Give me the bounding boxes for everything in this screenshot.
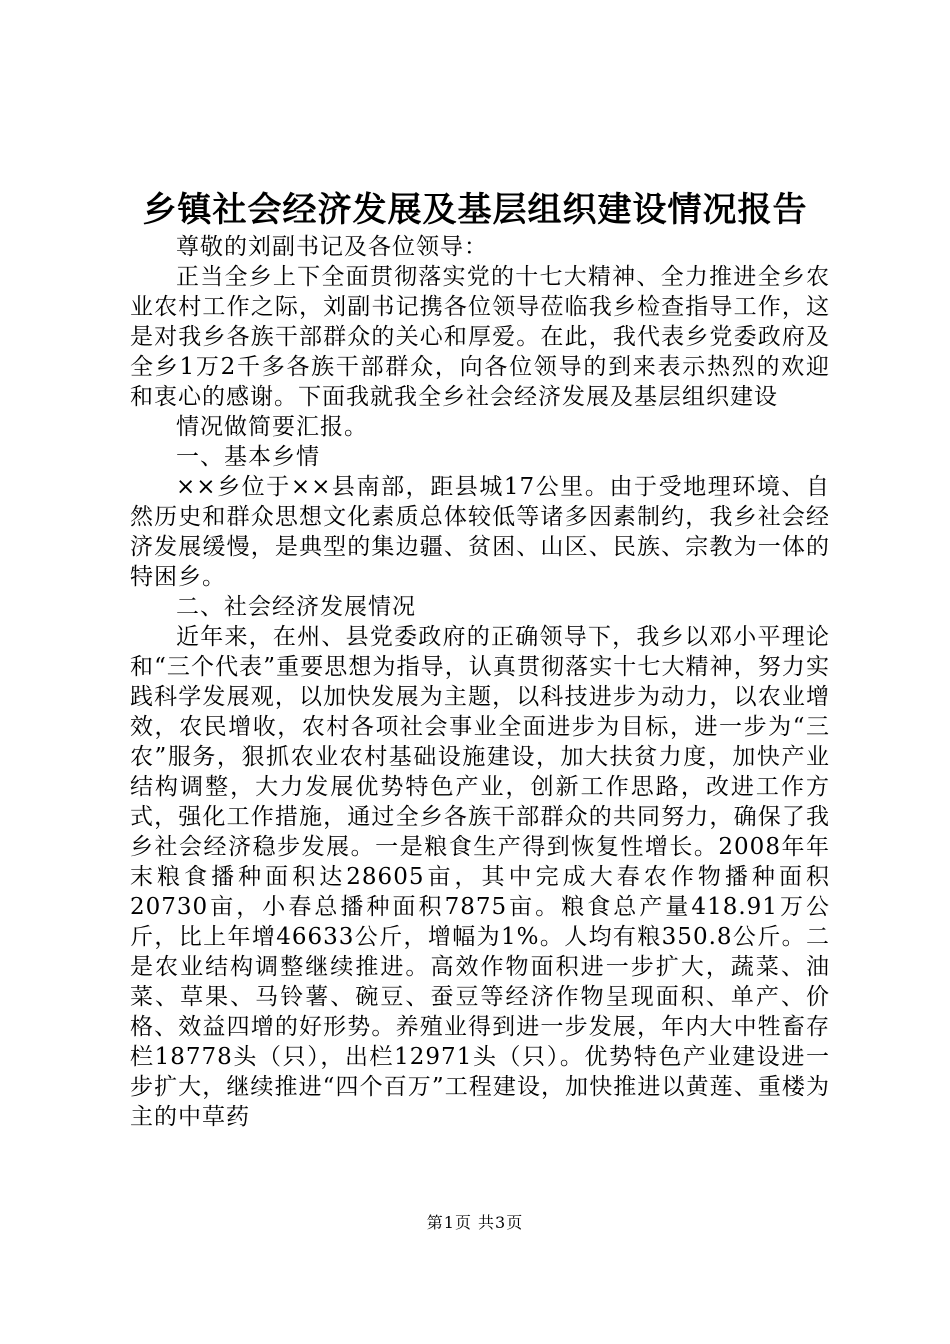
salutation-paragraph: 尊敬的刘副书记及各位领导： xyxy=(176,234,488,260)
document-title: 乡镇社会经济发展及基层组织建设情况报告 xyxy=(142,190,808,230)
section-heading-basic: 一、基本乡情 xyxy=(176,444,320,470)
section-heading-economy: 二、社会经济发展情况 xyxy=(176,594,416,620)
document-body xyxy=(130,232,830,1132)
intro-paragraph: 正当全乡上下全面贯彻落实党的十七大精神、全力推进全乡农业农村工作之际，刘副书记携各位领导莅临我乡检查指导工作，这是对我乡各族干部群众的关心和厚爱。在此，我代表乡党委政府及全乡1万2千多各族干部群众，向各位领导的到来表示热烈的欢迎和衷心的感谢。下面我就我全乡社会经济发展及基层组织建设 xyxy=(130,264,830,410)
intro-continuation-paragraph: 情况做简要汇报。 xyxy=(176,414,368,440)
basic-info-paragraph: ××乡位于××县南部，距县城17公里。由于受地理环境、自然历史和群众思想文化素质总体较低等诸多因素制约，我乡社会经济发展缓慢，是典型的集边疆、贫困、山区、民族、宗教为一体的特困乡。 xyxy=(130,474,830,590)
page-footer: 第1页 共3页 xyxy=(426,1213,524,1232)
economy-paragraph: 近年来，在州、县党委政府的正确领导下，我乡以邓小平理论和“三个代表”重要思想为指导，认真贯彻落实十七大精神，努力实践科学发展观，以加快发展为主题，以科技进步为动力，以农业增效，农民增收，农村各项社会事业全面进步为目标，进一步为“三农”服务，狠抓农业农村基础设施建设，加大扶贫力度，加快产业结构调整，大力发展优势特色产业，创新工作思路，改进工作方式，强化工作措施，通过全乡各族干部群众的共同努力，确保了我乡社会经济稳步发展。一是粮食生产得到恢复性增长。2008年年末粮食播种面积达28605亩，其中完成大春农作物播种面积20730亩，小春总播种面积7875亩。粮食总产量418.91万公斤，比上年增46633公斤，增幅为1%。人均有粮350.8公斤。二是农业结构调整继续推进。高效作物面积进一步扩大，蔬菜、油菜、草果、马铃薯、碗豆、蚕豆等经济作物呈现面积、单产、价格、效益四增的好形势。养殖业得到进一步发展，年内大中牲畜存栏18778头（只），出栏12971头（只）。优势特色产业建设进一步扩大，继续推进“四个百万”工程建设，加快推进以黄莲、重楼为主的中草药 xyxy=(130,624,830,1130)
